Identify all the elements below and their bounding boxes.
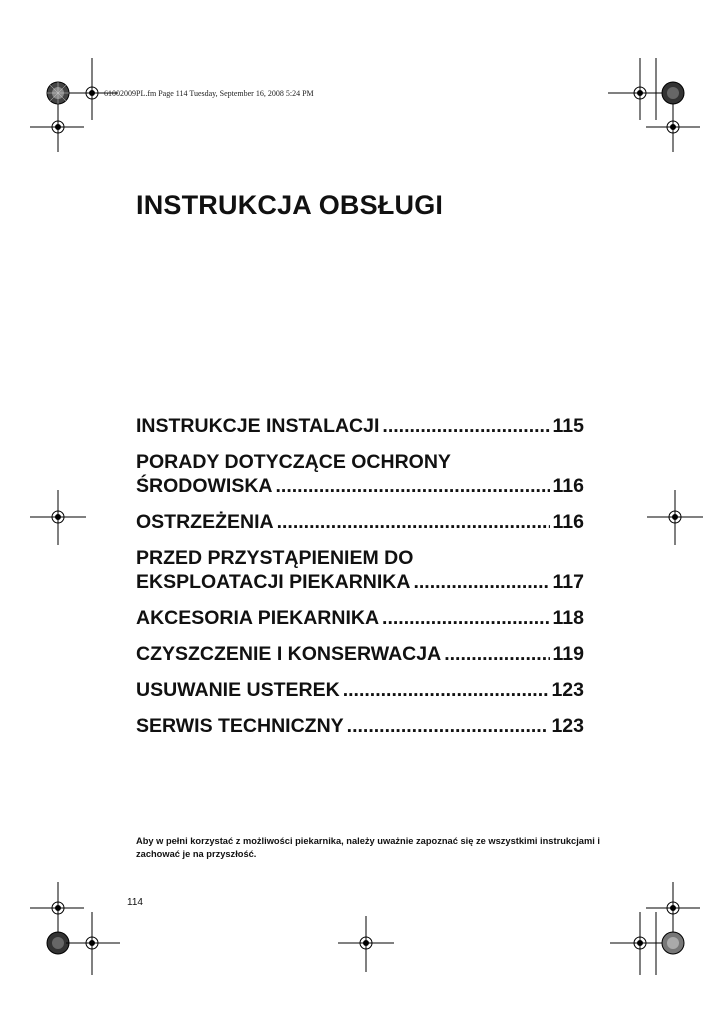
toc-entry-page: 123 — [551, 679, 584, 701]
color-wheel-bottom-right — [662, 932, 684, 954]
crosshair-mark-top-left-corner — [30, 104, 84, 152]
toc-leader-dots — [343, 678, 549, 702]
toc-entry-page: 116 — [552, 475, 584, 497]
toc-entry-page: 117 — [552, 571, 584, 593]
toc-entry-warnings[interactable] — [136, 510, 584, 534]
toc-entry-text-first-line: PRZED PRZYSTĄPIENIEM DO — [136, 547, 414, 569]
toc-entry-before-use[interactable] — [136, 546, 584, 594]
table-of-contents — [136, 414, 584, 750]
color-wheel-top-left — [47, 82, 69, 104]
crosshair-mark-bottom-left — [66, 912, 120, 975]
color-wheel-top-right — [662, 82, 684, 104]
document-title: INSTRUKCJA OBSŁUGI — [136, 190, 444, 220]
toc-entry-page: 115 — [552, 415, 584, 437]
toc-entry-cleaning[interactable] — [136, 642, 584, 666]
toc-leader-dots — [347, 714, 549, 738]
crosshair-mark-middle-right — [647, 490, 703, 545]
toc-entry-text: INSTRUKCJE INSTALACJI — [136, 415, 380, 437]
toc-leader-dots — [382, 414, 549, 438]
crosshair-mark-middle-left — [30, 490, 86, 545]
toc-entry-text: EKSPLOATACJI PIEKARNIKA — [136, 571, 411, 593]
color-wheel-bottom-left — [47, 932, 69, 954]
crosshair-mark-top-right — [608, 58, 670, 120]
toc-entry-text: CZYSZCZENIE I KONSERWACJA — [136, 643, 442, 665]
crosshair-mark-bottom-right-corner — [646, 882, 700, 932]
toc-leader-dots — [382, 606, 549, 630]
toc-entry-text: OSTRZEŻENIA — [136, 511, 274, 533]
crosshair-mark-bottom-left-corner — [30, 882, 84, 932]
toc-leader-dots — [444, 642, 549, 666]
toc-entry-troubleshooting[interactable] — [136, 678, 584, 702]
toc-leader-dots — [277, 510, 550, 534]
toc-entry-environment[interactable] — [136, 450, 584, 498]
toc-entry-page: 118 — [552, 607, 584, 629]
crosshair-mark-bottom-center — [338, 916, 394, 972]
toc-entry-text: AKCESORIA PIEKARNIKA — [136, 607, 380, 629]
toc-entry-accessories[interactable] — [136, 606, 584, 630]
toc-entry-page: 123 — [551, 715, 584, 737]
usage-note: Aby w pełni korzystać z możliwości piekarnika, należy uważnie zapoznać się ze wszystkimi instrukcjami i zachować je na przyszłość. — [136, 836, 600, 859]
toc-entry-page: 116 — [552, 511, 584, 533]
page-number: 114 — [127, 897, 143, 908]
toc-leader-dots — [413, 570, 549, 594]
toc-entry-text: SERWIS TECHNICZNY — [136, 715, 344, 737]
crosshair-mark-top-right-corner — [646, 104, 700, 152]
toc-entry-service[interactable] — [136, 714, 584, 738]
crosshair-mark-bottom-right — [610, 912, 668, 975]
toc-entry-text: ŚRODOWISKA — [136, 475, 273, 497]
toc-leader-dots — [276, 474, 550, 498]
file-info-header: 61002009PL.fm Page 114 Tuesday, September 16, 2008 5:24 PM — [104, 89, 314, 98]
toc-entry-text-first-line: PORADY DOTYCZĄCE OCHRONY — [136, 451, 451, 473]
toc-entry-page: 119 — [552, 643, 584, 665]
toc-entry-text: USUWANIE USTEREK — [136, 679, 340, 701]
toc-entry-installation[interactable] — [136, 414, 584, 438]
